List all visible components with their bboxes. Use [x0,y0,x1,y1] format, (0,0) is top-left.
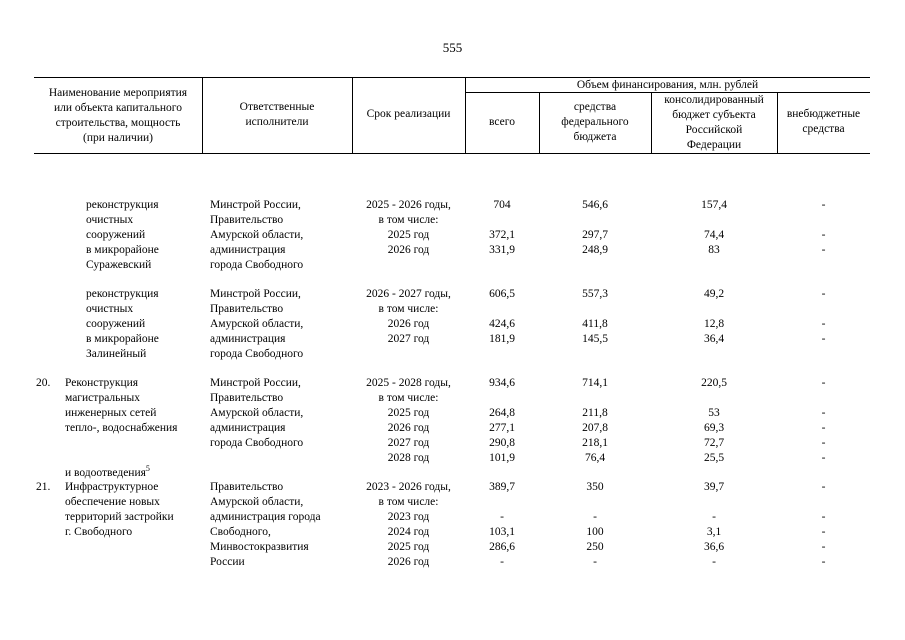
row-extrabudget: - - - - - [821,481,826,568]
row-extrabudget: - - - [821,199,826,256]
row-regional: 220,5 53 69,3 72,7 25,5 [701,377,727,464]
row-extrabudget: - - - - - [821,377,826,464]
header-name-col: Наименование мероприятия или объекта капитального строительства, мощность (при наличии) [48,87,188,144]
header-responsible-col: Ответственные исполнители [239,101,315,128]
row-name: Реконструкция магистральных инженерных сетей тепло-, водоснабжения и водоотведения$^5$ [65,377,178,479]
header-funding-group: Объем финансирования, млн. рублей [576,79,759,91]
row-regional: 39,7 - 3,1 36,6 - [703,481,725,568]
row-federal: 350 - 100 250 - [586,481,604,568]
row-extrabudget: - - - [821,288,826,345]
row-term: 2023 - 2026 годы, в том числе: 2023 год 2024 год 2025 год 2026 год [366,481,451,568]
footnote-marker: 5 [145,464,150,474]
row-regional: 157,4 74,4 83 [701,199,727,256]
row-total: 704 372,1 331,9 [489,199,515,256]
header-total-col: всего [489,116,515,128]
header-federal-col: средства федерального бюджета [561,101,629,143]
row-total: 934,6 264,8 277,1 290,8 101,9 [489,377,515,464]
row-total: 389,7 - 103,1 286,6 - [489,481,515,568]
row-number: 20. [36,377,51,389]
row-regional: 49,2 12,8 36,4 [703,288,725,345]
row-responsible: Правительство Амурской области, администрация города Свободного, Минвостокразвития России [210,481,321,568]
row-federal: 557,3 411,8 145,5 [582,288,608,345]
row-federal: 546,6 297,7 248,9 [582,199,608,256]
row-responsible: Минстрой России, Правительство Амурской области, администрация города Свободного [210,288,304,360]
row-name-last-line: и водоотведения [65,467,146,479]
header-term-col: Срок реализации [366,108,451,120]
header-regional-col: консолидированный бюджет субъекта Российской Федерации [664,94,764,151]
row-name: Инфраструктурное обеспечение новых территорий застройки г. Свободного [65,481,174,538]
row-name: реконструкция очистных сооружений в микрорайоне Суражевский [86,199,159,271]
row-federal: 714,1 211,8 207,8 218,1 76,4 [582,377,608,464]
row-number: 21. [36,481,51,493]
row-responsible: Минстрой России, Правительство Амурской области, администрация города Свободного [210,377,304,449]
row-total: 606,5 424,6 181,9 [489,288,515,345]
page-number: 555 [442,40,463,55]
row-term: 2026 - 2027 годы, в том числе: 2026 год 2027 год [366,288,451,345]
row-term: 2025 - 2028 годы, в том числе: 2025 год 2026 год 2027 год 2028 год [366,377,451,464]
header-bottom-rule [34,153,870,154]
header-extrabudget-col: внебюджетные средства [786,108,861,135]
row-term: 2025 - 2026 годы, в том числе: 2025 год 2026 год [366,199,451,256]
row-responsible: Минстрой России, Правительство Амурской области, администрация города Свободного [210,199,304,271]
row-name: реконструкция очистных сооружений в микрорайоне Залинейный [86,288,159,360]
